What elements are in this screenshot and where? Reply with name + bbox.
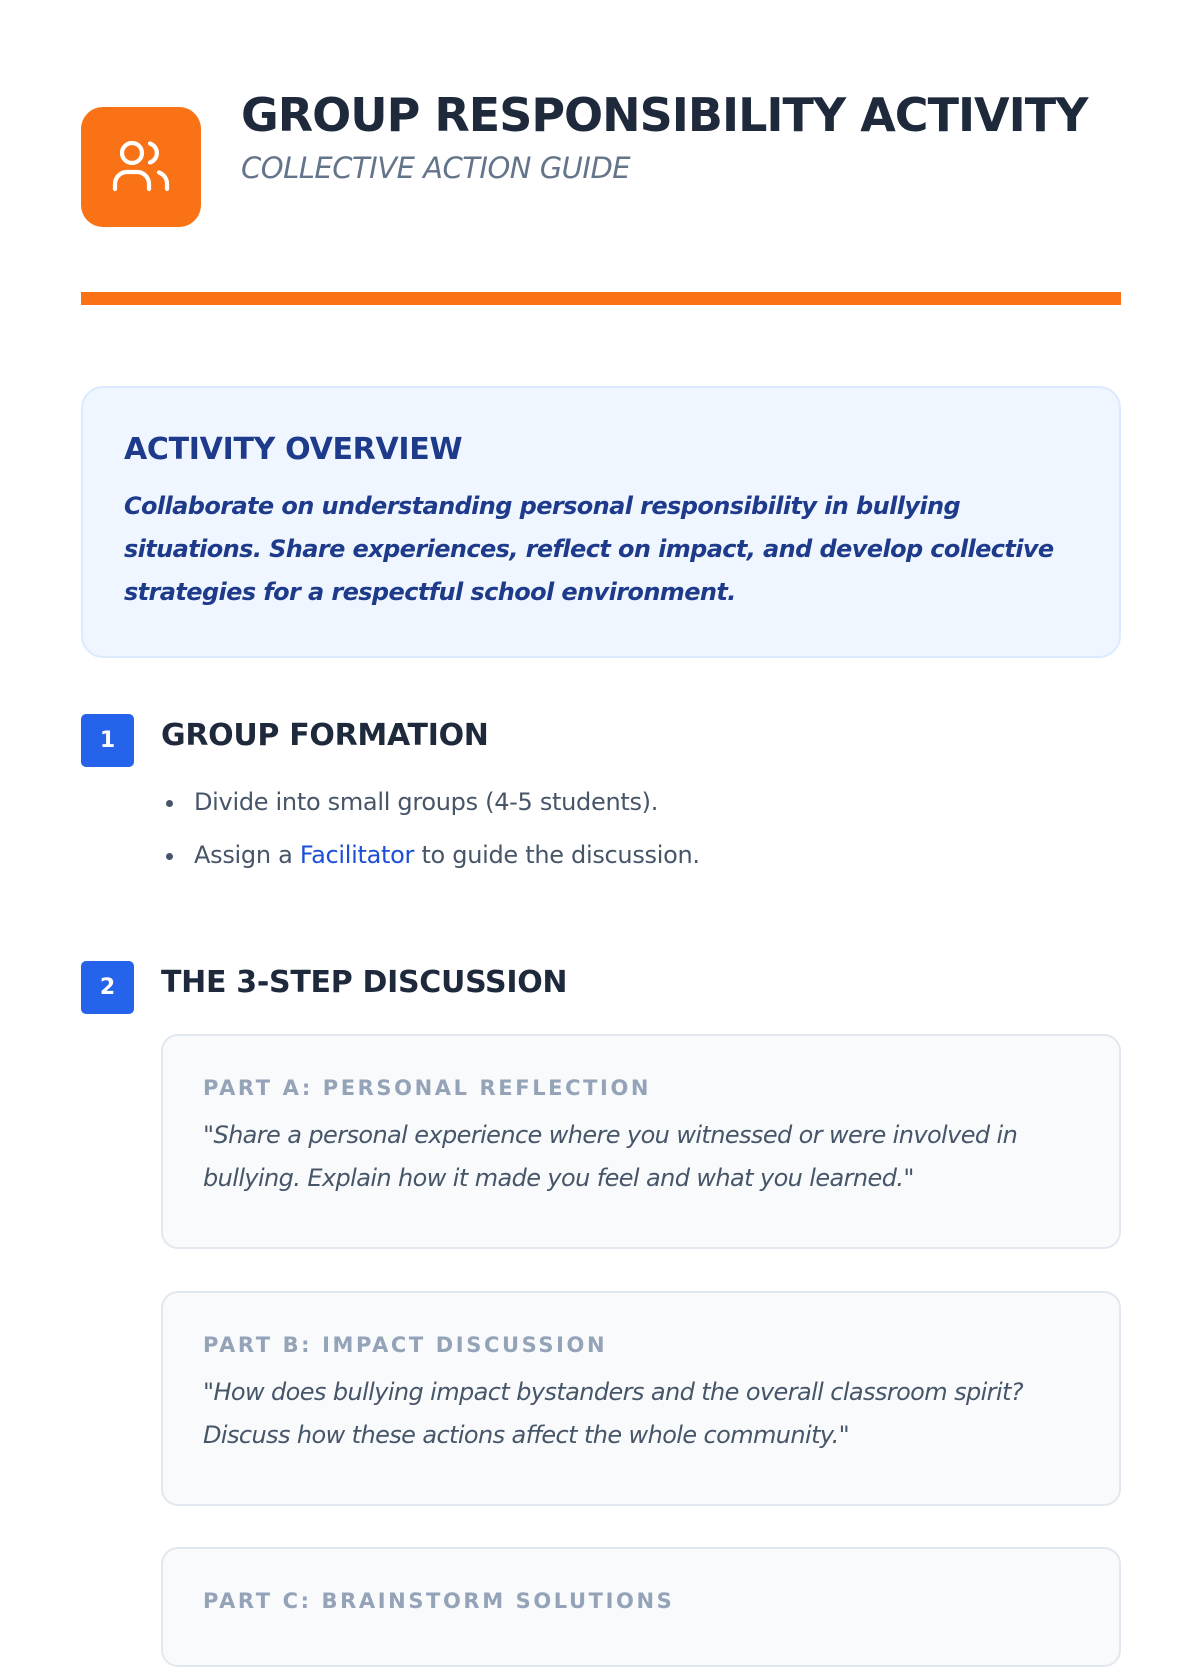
overview-title: ACTIVITY OVERVIEW [124, 432, 463, 467]
bullet-text-after: to guide the discussion. [414, 841, 700, 869]
step-1-title: GROUP FORMATION [161, 718, 489, 753]
step-2-badge: 2 [81, 961, 134, 1014]
part-b-quote: "How does bullying impact bystanders and the overall classroom spirit? Discuss how these actions affect the whole community." [203, 1378, 1023, 1449]
step-1-badge: 1 [81, 714, 134, 767]
overview-body: Collaborate on understanding personal responsibility in bullying situations. Share experiences, reflect on impact, and develop collective strategies for a respectful school environment. [124, 492, 1054, 606]
activity-overview-card [81, 386, 1121, 658]
part-a-card [161, 1034, 1121, 1249]
title-block [241, 84, 1111, 185]
facilitator-highlight: Facilitator [299, 841, 415, 869]
part-a-label: PART A: PERSONAL REFLECTION [203, 1076, 652, 1100]
step-2-title: THE 3-STEP DISCUSSION [161, 965, 568, 1000]
bullet-text: Divide into small groups (4-5 students). [194, 788, 659, 816]
bullet-dot-icon [166, 853, 173, 860]
part-b-card [161, 1291, 1121, 1506]
header-divider [81, 292, 1121, 305]
users-icon [81, 107, 201, 227]
page-title: GROUP RESPONSIBILITY ACTIVITY [241, 88, 1088, 142]
page-subtitle: COLLECTIVE ACTION GUIDE [241, 151, 631, 185]
part-c-card [161, 1547, 1121, 1667]
bullet-dot-icon [166, 800, 173, 807]
part-a-quote: "Share a personal experience where you witnessed or were involved in bullying. Explain how it made you feel and what you learned." [203, 1121, 1018, 1192]
list-item [161, 839, 700, 892]
bullet-text-before: Assign a [194, 841, 300, 869]
part-b-label: PART B: IMPACT DISCUSSION [203, 1333, 608, 1357]
list-item [161, 786, 700, 839]
part-c-label: PART C: BRAINSTORM SOLUTIONS [203, 1589, 675, 1613]
step-1-bullet-list [161, 786, 700, 892]
